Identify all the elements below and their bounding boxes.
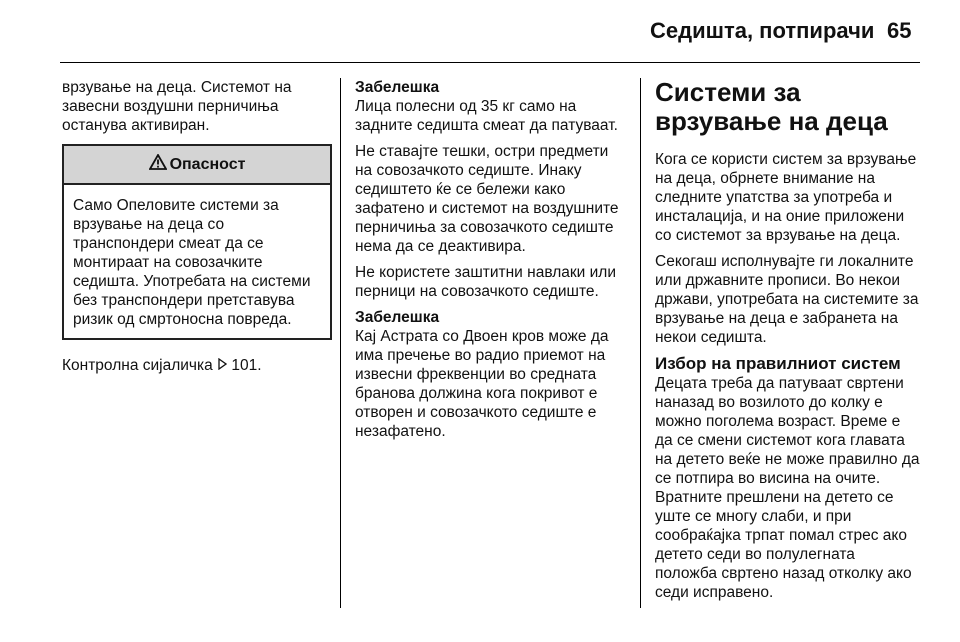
column-divider-right [640,78,641,608]
header-divider [60,62,920,63]
page-header-title: Седишта, потпирачи [650,18,875,43]
column-divider-left [340,78,341,608]
danger-box-body: Само Опеловите системи за врзување на деца со транспондери смеат да се монтираат на совозачките седишта. Употребата на системи без транспондери претставува ризик од смртоносна повреда. [73,197,311,328]
subsection-heading: Избор на правилниот систем [655,354,901,373]
section-heading: Системи за врзување на деца [655,77,888,136]
section-paragraph-1: Кога се користи систем за врзување на деца, обрнете внимание на следните упатства за употреба и инсталација, и на оние приложени со системот за врзување на деца. [655,151,917,244]
note-label-2: Забелешка [355,309,440,326]
control-light-page-link[interactable]: 101. [231,357,262,374]
danger-box [62,144,332,340]
warning-triangle-icon [149,154,167,175]
arrow-reference-icon [217,357,231,374]
note1-paragraph-3: Не користете заштитни навлаки или перници на совозачкото седиште. [355,264,616,300]
column-right [655,78,920,609]
intro-paragraph: врзување на деца. Системот на завесни воздушни перничиња останува активиран. [62,79,292,134]
section-paragraph-2: Секогаш исполнувајте ги локалните или државните прописи. Во некои држави, употребата на системите за врзување на деца е забранета на некои седишта. [655,253,919,346]
control-light-reference [62,356,332,375]
danger-box-header [64,146,330,185]
section-paragraph-3: Децата треба да патуваат свртени наназад во возилото до колку е можно поголема возраст. Време е да се смени системот кога главата на детето веќе не може правилно да се потпира во висина на очите. Вратните прешлени на детето се уште се многу слаби, и при сообраќајка трпат помал стрес ако детето седи во полулегната положба свртено назад отколку ако седи исправено. [655,375,920,601]
note1-paragraph-1: Лица полесни од 35 кг само на задните седишта смеат да патуваат. [355,98,618,134]
danger-box-title: Опасност [169,156,246,173]
control-light-text: Контролна сијаличка [62,357,213,374]
note-label-1: Забелешка [355,79,440,96]
column-left [62,78,332,382]
page-number: 65 [887,18,912,43]
note1-paragraph-2: Не ставајте тешки, остри предмети на совозачкото седиште. Инаку седиштето ќе се бележи како зафатено и системот на воздушните перничиња за совозачкото седиште нема да се деактивира. [355,143,619,255]
note2-paragraph: Кај Астрата со Двоен кров може да има пречење во радио приемот на извесни фреквенции во средната бранова должина кога покривот е отворен и совозачкото седиште е незафатено. [355,328,609,440]
column-middle [355,78,627,448]
